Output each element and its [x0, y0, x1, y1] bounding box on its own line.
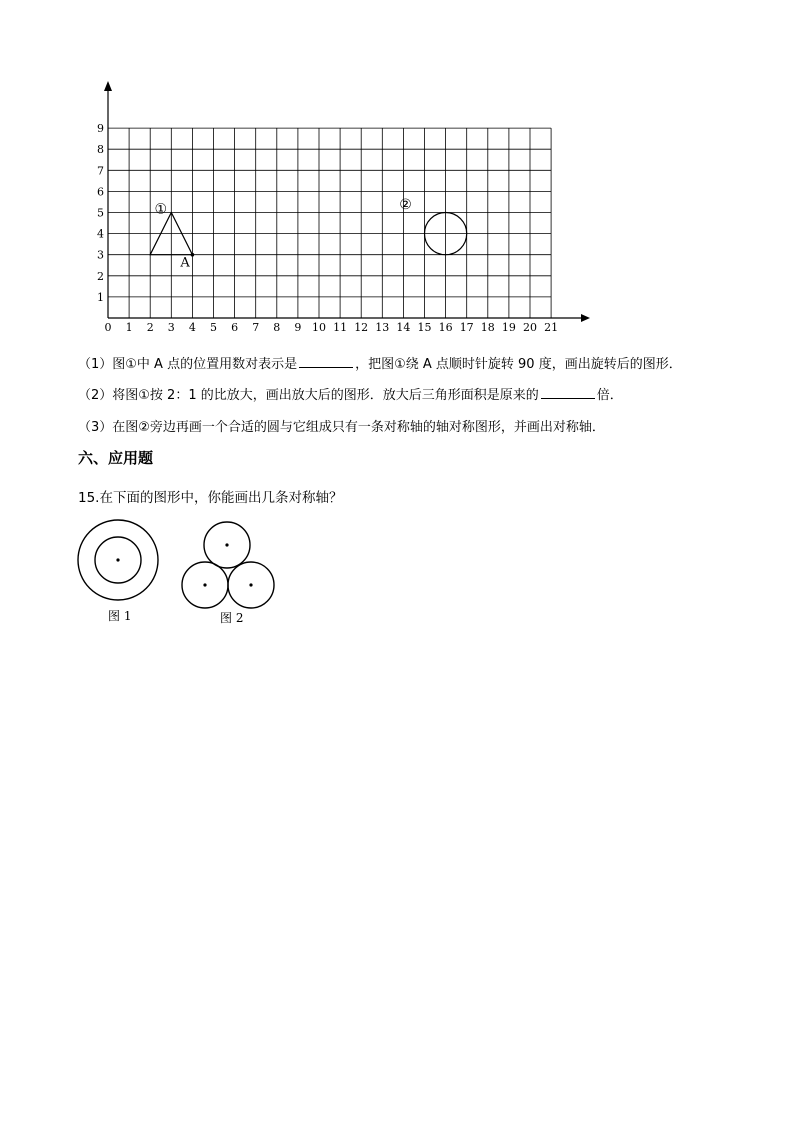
x-tick-label: 7 [252, 321, 260, 334]
x-tick-label: 8 [273, 321, 281, 334]
fig2-left-dot [203, 583, 206, 586]
x-tick-label: 19 [501, 321, 516, 334]
x-tick-label: 0 [104, 321, 112, 334]
y-tick-label: 5 [97, 206, 104, 220]
question-1-prefix: （1）图①中 A 点的位置用数对表示是 [78, 357, 298, 372]
x-tick-label: 2 [146, 321, 154, 334]
y-tick-label: 1 [97, 290, 104, 304]
y-tick-label: 8 [97, 143, 104, 157]
x-tick-label: 18 [480, 321, 495, 334]
question-2-suffix: 倍． [596, 388, 623, 403]
y-tick-label: 3 [97, 248, 104, 262]
x-tick-label: 17 [459, 321, 474, 334]
x-tick-label: 21 [544, 321, 559, 334]
x-tick-label: 9 [294, 321, 302, 334]
question-3-text: （3）在图②旁边再画一个合适的圆与它组成只有一条对称轴的轴对称图形，并画出对称轴． [78, 420, 605, 435]
y-tick-label: 7 [97, 164, 104, 178]
x-tick-label: 5 [210, 321, 217, 334]
point-a-label: A [180, 255, 190, 271]
fig1-center-dot [116, 558, 119, 561]
x-tick-label: 12 [354, 321, 369, 334]
fig2-right-dot [249, 583, 252, 586]
x-tick-label: 20 [523, 321, 537, 334]
figure-1 [78, 520, 158, 623]
x-tick-label: 3 [167, 321, 175, 334]
x-tick-label: 6 [231, 321, 239, 334]
x-tick-label: 1 [125, 321, 133, 334]
problem-15: 15.在下面的图形中，你能画出几条对称轴？ [78, 490, 343, 506]
section-title: 六、应用题 [78, 449, 154, 467]
x-tick-label: 16 [438, 321, 453, 334]
fig2-top-dot [225, 543, 228, 546]
x-tick-label: 10 [312, 321, 326, 334]
figure-2 [182, 522, 274, 625]
y-tick-label: 9 [97, 122, 104, 136]
x-tick-label: 4 [188, 321, 196, 334]
figure-2-label: ② [399, 197, 412, 214]
y-tick-label: 2 [97, 269, 104, 283]
y-tick-label: 4 [97, 227, 104, 241]
x-tick-label: 11 [333, 321, 348, 334]
question-1-suffix: ，把图①绕 A 点顺时针旋转 90 度，画出旋转后的图形． [355, 357, 682, 372]
x-tick-label: 14 [396, 321, 411, 334]
fig2-label: 图 2 [220, 611, 244, 625]
y-tick-label: 6 [97, 185, 104, 199]
question-2-prefix: （2）将图①按 2：1 的比放大，画出放大后的图形．放大后三角形面积是原来的 [78, 388, 539, 403]
figure-1-label: ① [154, 201, 168, 218]
x-tick-label: 15 [417, 321, 432, 334]
x-tick-label: 13 [375, 321, 390, 334]
fig1-label: 图 1 [108, 609, 132, 623]
